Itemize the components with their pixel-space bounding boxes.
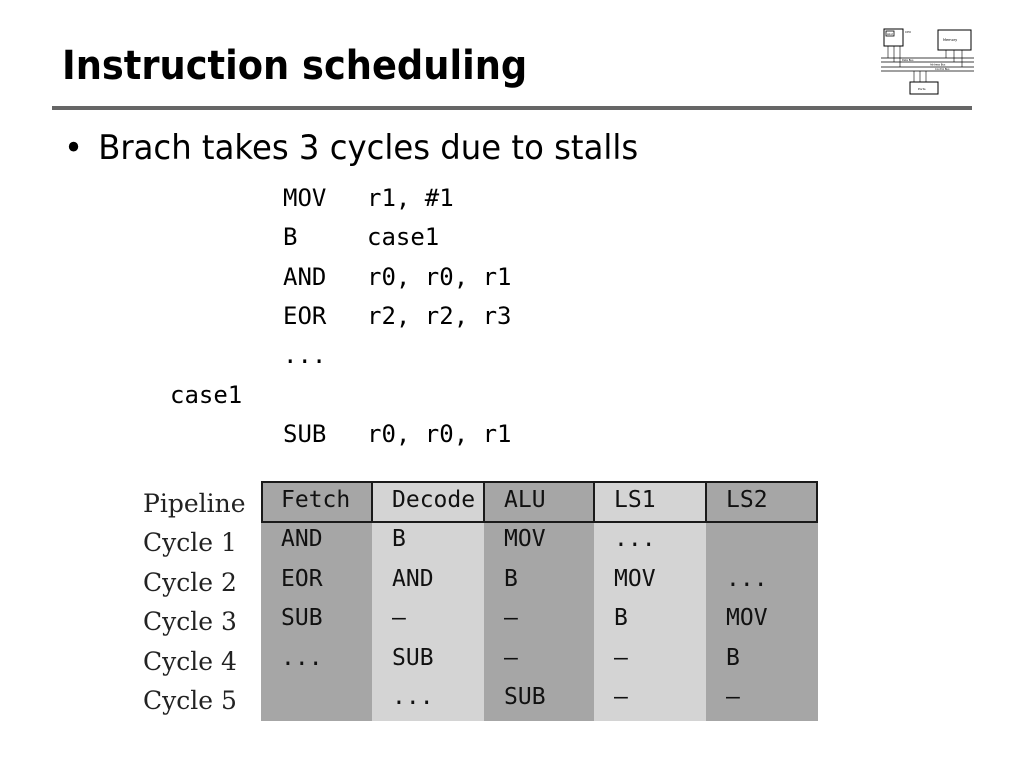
pipeline-cell: — <box>614 684 628 710</box>
cycle-label: Cycle 5 <box>143 685 237 715</box>
code-opcode: SUB <box>283 419 327 448</box>
logo-cpu-label: CPU <box>905 30 912 34</box>
pipeline-stage-header: LS2 <box>726 487 768 513</box>
pipeline-cell: SUB <box>504 684 546 710</box>
code-line <box>170 302 570 341</box>
code-operands: case1 <box>367 223 440 252</box>
pipeline-cell: — <box>726 684 740 710</box>
pipeline-cell: ... <box>392 684 434 710</box>
pipeline-cell: — <box>504 644 518 671</box>
pipeline-cell: — <box>392 605 406 632</box>
pipeline-cell: ... <box>614 526 656 553</box>
code-opcode: EOR <box>283 301 327 330</box>
logo-databus-label: Data Bus <box>902 59 914 62</box>
cycle-label: Cycle 4 <box>143 646 237 676</box>
code-operands: r2, r2, r3 <box>367 301 512 330</box>
pipeline-cell: AND <box>392 565 434 592</box>
pipeline-header-divider <box>483 481 485 523</box>
pipeline-header-divider <box>371 481 373 523</box>
bullet-icon: • <box>64 128 84 168</box>
code-opcode: AND <box>283 262 327 291</box>
slide-title: Instruction scheduling <box>62 43 528 89</box>
code-line <box>170 381 570 420</box>
logo-memory-label: Memory <box>943 38 958 42</box>
pipeline-stage-header: LS1 <box>614 487 656 513</box>
logo-alu-label: ALU <box>887 32 893 36</box>
code-label: case1 <box>170 380 243 409</box>
logo-controlbus-label: Control Bus <box>935 68 950 71</box>
pipeline-table <box>261 481 818 721</box>
pipeline-cell: MOV <box>504 526 546 553</box>
pipeline-cell: SUB <box>281 605 323 632</box>
computer-architecture-diagram-icon <box>880 26 975 96</box>
logo-addressbus-label: Address Bus <box>930 63 946 67</box>
pipeline-cell: B <box>392 526 406 553</box>
pipeline-cell: MOV <box>614 565 656 592</box>
pipeline-stage-header: ALU <box>504 487 546 513</box>
pipeline-cell: ... <box>281 644 323 671</box>
pipeline-corner-label: Pipeline <box>143 489 246 518</box>
pipeline-cell: MOV <box>726 605 768 632</box>
code-line <box>170 420 570 459</box>
code-opcode: ... <box>283 341 327 370</box>
pipeline-cell: — <box>614 644 628 671</box>
code-line <box>170 263 570 302</box>
pipeline-cell: B <box>726 644 740 671</box>
pipeline-header-divider <box>705 481 707 523</box>
logo-ports-label: Ports <box>918 87 926 91</box>
pipeline-row-labels <box>143 482 246 718</box>
pipeline-cell: — <box>504 605 518 632</box>
cycle-label: Cycle 2 <box>143 567 237 597</box>
code-line <box>170 184 570 223</box>
code-opcode: B <box>283 223 298 252</box>
pipeline-header-divider <box>593 481 595 523</box>
code-operands: r0, r0, r1 <box>367 262 512 291</box>
code-line <box>170 341 570 380</box>
pipeline-cell: SUB <box>392 644 434 671</box>
pipeline-stage-header: Decode <box>392 487 476 513</box>
bullet-text: Brach takes 3 cycles due to stalls <box>98 128 639 168</box>
cycle-label: Cycle 3 <box>143 607 237 637</box>
bullet-point <box>64 128 638 168</box>
code-opcode: MOV <box>283 184 327 212</box>
pipeline-cell: EOR <box>281 565 323 592</box>
code-operands: r0, r0, r1 <box>367 419 512 448</box>
pipeline-cell: B <box>614 605 628 632</box>
cycle-label: Cycle 1 <box>143 528 237 558</box>
pipeline-stage-header: Fetch <box>281 487 351 513</box>
pipeline-cell: AND <box>281 526 323 553</box>
pipeline-cell: ... <box>726 565 768 592</box>
title-rule <box>52 106 972 110</box>
code-operands: r1, #1 <box>367 184 454 212</box>
code-line <box>170 223 570 262</box>
pipeline-cell: B <box>504 565 518 592</box>
